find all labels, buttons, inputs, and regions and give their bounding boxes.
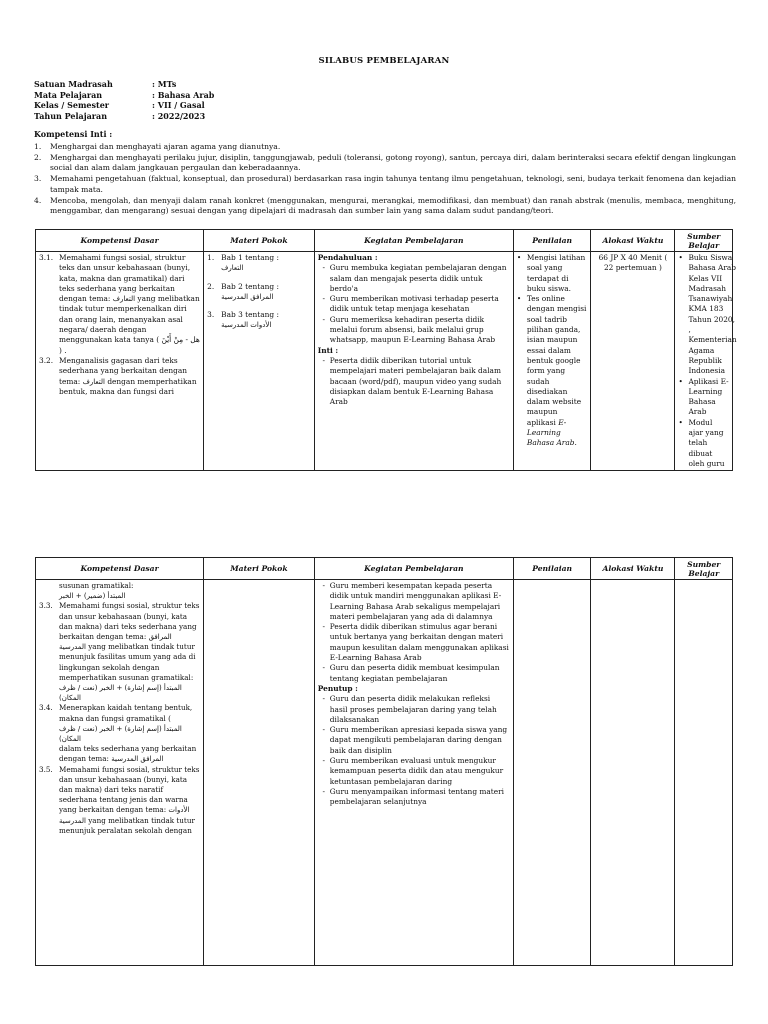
kd-text-part: susunan gramatikal:: [59, 581, 134, 590]
activity-item: [318, 315, 510, 346]
syllabus-table-page-2: [35, 557, 733, 966]
source-item: [678, 377, 729, 418]
kd-text-part: yang melibatkan tindak tutur menunjuk fasilitas umum yang ada di lingkungan sekolah dengan memperhatikan susunan gramatikal:: [59, 642, 196, 682]
activity-text: Guru memeriksa kehadiran peserta didik melalui forum absensi, baik melalui grup whatsapp, maupun E-Learning Bahasa Arab: [329, 314, 496, 345]
item-number: 1.: [34, 142, 42, 151]
assessment-emphasis: E-Learning Bahasa Arab.: [526, 417, 577, 448]
arabic-text: التعارف: [82, 377, 105, 386]
section-heading-penutup: Penutup :: [317, 683, 358, 693]
dash-marker: -: [322, 622, 326, 632]
source-item: [678, 253, 737, 377]
source-item: [678, 418, 729, 469]
source-text: Modul ajar yang telah dibuat oleh guru: [688, 417, 725, 468]
header-sumber-belajar: Sumber Belajar: [675, 558, 733, 580]
dash-marker: -: [322, 581, 326, 590]
item-text: Menghargai dan menghayati ajaran agama yang dianutnya.: [50, 142, 281, 151]
mp-item: [207, 310, 311, 331]
meta-row: [34, 79, 214, 90]
list-item: [34, 142, 736, 153]
cell-kegiatan: [314, 580, 513, 966]
kd-text: [59, 601, 200, 703]
activity-item: [318, 756, 510, 787]
kd-item: [39, 601, 200, 703]
dash-marker: -: [322, 786, 326, 796]
bullet-marker: •: [516, 253, 522, 262]
arabic-text: المرافق المدرسية: [221, 292, 274, 301]
bullet-marker: •: [516, 294, 522, 304]
mp-text: [221, 282, 279, 303]
activity-item: [318, 263, 510, 294]
meta-key: Tahun Pelajaran: [34, 110, 108, 121]
cell-sumber-belajar: [675, 252, 737, 471]
meta-row: [34, 90, 214, 101]
table-row: [36, 580, 733, 966]
kd-text-part: yang melibatkan tindak tutur memperkenalkan diri dan orang lain, menanyakan asal negara/ daerah dengan menggunakan kata tanya ( هل - مِنْ أَيْنَ ) .: [59, 294, 200, 355]
activity-item: [318, 787, 510, 808]
meta-value: : 2022/2023: [152, 110, 206, 121]
assessment-item: [517, 253, 587, 294]
table-header-row: [36, 230, 733, 252]
dash-marker: -: [322, 663, 326, 673]
arabic-text: الأدوات المدرسية: [59, 806, 190, 825]
mp-number: 1.: [207, 253, 215, 262]
arabic-text: الأدوات المدرسية: [221, 321, 272, 330]
kd-text-part: Menerapkan kaidah tentang bentuk, makna dan fungsi gramatikal (: [59, 703, 193, 723]
activity-item: [318, 622, 510, 663]
item-number: 3.: [34, 174, 42, 184]
arabic-text: المرافق المدرسية: [111, 755, 164, 764]
item-text: Mencoba, mengolah, dan menyaji dalam ranah konkret (menggunakan, mengurai, merangkai, memodifikasi, dan membuat) dan ranah abstrak (menulis, membaca, menghitung, menggambar, dan mengarang) sesuai dengan yang dipelajari di madrasah dan sumber lain yang sama dalam sudut pandang/teori.: [50, 195, 736, 216]
mp-item: [207, 282, 311, 303]
header-materi-pokok: Materi Pokok: [204, 558, 315, 580]
header-kegiatan: Kegiatan Pembelajaran: [314, 230, 513, 252]
activity-text: Peserta didik diberikan tutorial untuk mempelajari materi pembelajaran baik dalam bacaan (word/pdf), maupun video yang sudah disiapkan dalam bentuk E-Learning Bahasa Arab: [329, 355, 502, 407]
cell-penilaian: [513, 580, 590, 966]
dash-marker: -: [322, 355, 326, 365]
cell-materi-pokok: [204, 252, 315, 471]
activity-item: [318, 581, 510, 622]
assessment-text-part: Tes online dengan mengisi soal tadrib pilihan ganda, isian maupun essai dalam bentuk google form yang sudah disediakan dalam website maupun aplikasi: [526, 294, 587, 427]
kd-continuation: [39, 581, 200, 601]
meta-value: : MTs: [152, 79, 177, 89]
activity-item: [318, 294, 510, 315]
assessment-text: Mengisi latihan soal yang terdapat di buku siswa.: [526, 253, 586, 293]
header-penilaian: Penilaian: [513, 230, 590, 252]
mp-label: Bab 1 tentang :: [221, 253, 279, 262]
dash-marker: -: [322, 725, 326, 735]
arabic-text: المبتدأ (ضمير) + الخبر: [59, 592, 126, 601]
core-competence-heading: Kompetensi Inti :: [34, 129, 113, 139]
meta-key: Satuan Madrasah: [34, 79, 113, 89]
kd-text-part: dengan memperhatikan bentuk, makna dan fungsi dari: [59, 376, 197, 396]
item-text: Menghargai dan menghayati perilaku jujur, disiplin, tanggungjawab, peduli (toleransi, gotong royong), santun, percaya diri, dalam berinteraksi secara efektif dengan lingkungan social dan alam dalam jangkauan pergaulan dan keberadaannya.: [50, 152, 736, 173]
syllabus-table-page-1: [35, 229, 737, 471]
cell-kompetensi-dasar: [36, 252, 204, 471]
header-penilaian: Penilaian: [513, 558, 590, 580]
activity-text: Guru memberikan apresiasi kepada siswa yang dapat mengikuti pembelajaran daring dengan baik dan disiplin: [329, 725, 508, 755]
kd-text-part: Memahami fungsi sosial, struktur teks dan unsur kebahasaan (bunyi, kata dan makna) dari teks sederhana yang berkaitan dengan tema:: [59, 601, 200, 642]
arabic-text: التعارف: [112, 295, 136, 304]
cell-penilaian: [513, 252, 590, 471]
activity-text: Peserta didik diberikan stimulus agar berani untuk bertanya yang berkaitan dengan materi maupun kesulitan dalam menggunakan aplikasi E-Learning Bahasa Arab: [329, 622, 509, 663]
mp-item: [207, 253, 311, 274]
kd-text-part: Memahami fungsi sosial, struktur teks dan unsur kebahasaan (bunyi, kata dan makna) dari teks naratif sederhana tentang jenis dan warna yang berkaitan dengan tema:: [59, 764, 200, 815]
bullet-marker: •: [678, 376, 683, 386]
kd-text-part: Menganalisis gagasan dari teks sederhana yang berkaitan dengan tema:: [59, 355, 188, 386]
header-kompetensi-dasar: Kompetensi Dasar: [36, 230, 204, 252]
dash-marker: -: [322, 756, 326, 766]
activity-item: [318, 663, 510, 684]
kd-text: [59, 356, 200, 397]
kd-number: 3.4.: [39, 703, 53, 713]
kd-item: [39, 765, 200, 836]
cell-materi-pokok: [204, 580, 315, 966]
kd-text: [59, 253, 200, 356]
meta-key: Kelas / Semester: [34, 100, 110, 111]
cell-kegiatan: [314, 252, 513, 471]
header-alokasi-waktu: Alokasi Waktu: [591, 558, 675, 580]
kd-text-part: dalam teks sederhana yang berkaitan dengan tema:: [59, 744, 197, 764]
header-materi-pokok: Materi Pokok: [204, 230, 315, 252]
table-header-row: [36, 558, 733, 580]
kd-item: [39, 356, 200, 397]
kd-number: 3.2.: [39, 355, 54, 365]
activity-item: [318, 694, 510, 725]
kd-number: 3.1.: [39, 253, 54, 262]
cell-sumber-belajar: [675, 580, 733, 966]
kd-item: [39, 703, 200, 764]
table-row: [36, 252, 733, 471]
activity-text: Guru dan peserta didik membuat kesimpulan tentang kegiatan pembelajaran: [329, 663, 500, 683]
kd-text-part: yang melibatkan tindak tutur menunjuk peralatan sekolah dengan: [59, 815, 195, 835]
header-alokasi-waktu: Alokasi Waktu: [591, 230, 675, 252]
kd-number: 3.3.: [39, 601, 53, 611]
kd-text-part: Memahami fungsi sosial, struktur teks dan unsur kebahasaan (bunyi, kata, makna dan gramatikal) dari teks sederhana yang berkaitan dengan tema:: [59, 253, 191, 304]
bullet-marker: •: [678, 417, 683, 427]
activity-text: Guru memberikan motivasi terhadap peserta didik untuk tetap menjaga kesehatan: [329, 294, 499, 314]
source-text: Buku Siswa Bahasa Arab Kelas VII Madrasah Tsanawiyah KMA 183 Tahun 2020, , Kementerian Agama Republik Indonesia: [688, 253, 737, 376]
mp-number: 3.: [207, 310, 215, 320]
item-number: 2.: [34, 152, 42, 162]
meta-row: [34, 111, 214, 122]
mp-number: 2.: [207, 281, 215, 291]
meta-value: : Bahasa Arab: [152, 89, 215, 100]
cell-kompetensi-dasar: [36, 580, 204, 966]
mp-text: [221, 253, 279, 274]
document-title: SILABUS PEMBELAJARAN: [318, 56, 450, 66]
activity-text: Guru memberi kesempatan kepada peserta didik untuk mandiri menggunakan aplikasi E-Learning Bahasa Arab sekaligus mempelajari materi pembelajaran yang ada di dalamnya: [329, 581, 502, 621]
bullet-marker: •: [678, 253, 683, 262]
arabic-text: المبتدأ (إسم إشارة) + الخبر (نعت / ظرف المكان): [59, 684, 182, 703]
cell-alokasi-waktu: [591, 580, 675, 966]
meta-key: Mata Pelajaran: [34, 89, 103, 100]
header-kompetensi-dasar: Kompetensi Dasar: [36, 558, 204, 580]
dash-marker: -: [322, 694, 326, 704]
kd-item: [39, 253, 200, 356]
activity-text: Guru membuka kegiatan pembelajaran dengan salam dan mengajak peserta didik untuk berdo'a: [329, 263, 507, 293]
activity-text: Guru memberikan evaluasi untuk mengukur kemampuan peserta didik dan atau mengukur ketuntasan pembelajaran daring: [329, 756, 504, 786]
item-text: Memahami pengetahuan (faktual, konseptual, dan prosedural) berdasarkan rasa ingin tahunya tentang ilmu pengetahuan, teknologi, seni, budaya terkait fenomena dan kejadian tampak mata.: [50, 174, 736, 194]
activity-text: Guru dan peserta didik melakukan refleksi hasil proses pembelajaran daring yang telah dilaksanakan: [329, 694, 497, 724]
arabic-text: المرافق المدرسية: [59, 633, 172, 652]
assessment-text: [527, 294, 587, 448]
meta-value: : VII / Gasal: [152, 100, 205, 111]
kd-text: [59, 765, 200, 836]
mp-label: Bab 3 tentang :: [221, 310, 279, 320]
activity-text: Guru menyampaikan informasi tentang materi pembelajaran selanjutnya: [329, 786, 505, 807]
kd-number: 3.5.: [39, 764, 53, 774]
item-number: 4.: [34, 195, 42, 205]
core-competence-list: [34, 142, 736, 217]
list-item: [34, 174, 736, 195]
header-kegiatan: Kegiatan Pembelajaran: [314, 558, 513, 580]
activity-item: [318, 356, 510, 407]
source-text: Aplikasi E-Learning Bahasa Arab: [688, 376, 729, 417]
section-heading-inti: Inti :: [317, 345, 339, 355]
header-sumber-belajar: Sumber Belajar: [675, 230, 733, 252]
dash-marker: -: [322, 314, 326, 324]
identity-block: [34, 79, 214, 121]
mp-text: [221, 310, 279, 331]
arabic-text: المبتدأ (إسم إشارة) + الخبر (نعت / ظرف المكان): [59, 724, 182, 744]
arabic-text: التعارف: [221, 264, 244, 273]
kd-text: [59, 703, 200, 764]
activity-item: [318, 725, 510, 756]
mp-label: Bab 2 tentang :: [221, 281, 279, 291]
list-item: [34, 153, 736, 174]
meta-row: [34, 100, 214, 111]
section-heading-pendahuluan: Pendahuluan :: [317, 253, 378, 262]
cell-alokasi-waktu: 66 JP X 40 Menit ( 22 pertemuan ): [591, 252, 675, 471]
dash-marker: -: [322, 263, 326, 273]
list-item: [34, 196, 736, 217]
dash-marker: -: [322, 294, 326, 304]
assessment-item: [517, 294, 587, 448]
